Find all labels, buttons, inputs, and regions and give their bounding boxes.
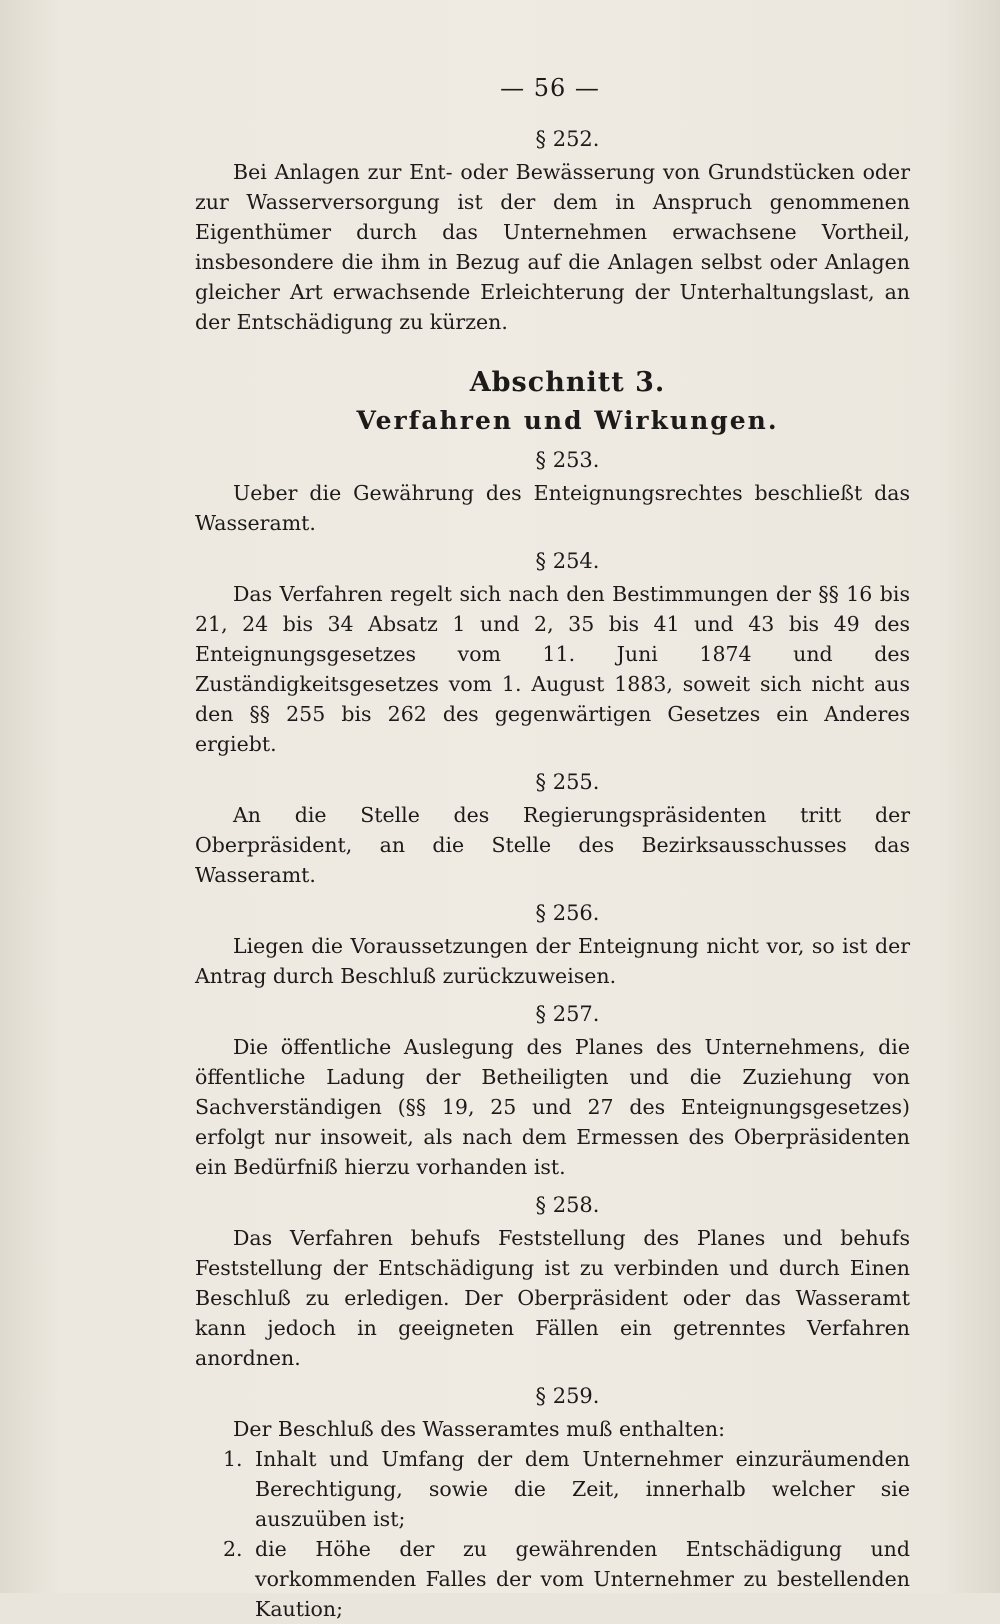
list-number: 2.	[223, 1537, 243, 1561]
list-item	[195, 1534, 910, 1624]
section-259	[195, 1381, 910, 1624]
paragraph-text: Die öffentliche Auslegung des Planes des Unternehmens, die öffentliche Ladung der Betheiligten und die Zuziehung von Sachverständigen (§§ 19, 25 und 27 des Enteignungsgesetzes) erfolgt nur insoweit, als nach dem Ermessen des Oberpräsidenten ein Bedürfniß hierzu vorhanden ist.	[195, 1035, 910, 1179]
list-item-text: die Höhe der zu gewährenden Entschädigung und vorkommenden Falles der vom Unternehmer zu bestellenden Kaution;	[255, 1537, 910, 1621]
paragraph-sign: § 253.	[535, 448, 600, 472]
section-252	[195, 124, 910, 337]
paragraph-sign: § 252.	[535, 127, 600, 151]
paragraph-text: Das Verfahren behufs Feststellung des Planes und behufs Feststellung der Entschädigung ist zu verbinden und durch Einen Beschluß zu erledigen. Der Oberpräsident oder das Wasseramt kann jedoch in geeigneten Fällen ein getrenntes Verfahren anordnen.	[195, 1226, 910, 1370]
section-254	[195, 546, 910, 759]
list-item	[195, 1444, 910, 1534]
numbered-list	[195, 1444, 910, 1624]
section-256	[195, 898, 910, 991]
paragraph-sign: § 259.	[535, 1384, 600, 1408]
paragraph-text: Bei Anlagen zur Ent- oder Bewässerung von Grundstücken oder zur Wasserversorgung ist der dem in Anspruch genommenen Eigenthümer durch das Unternehmen erwachsene Vortheil, insbesondere die ihm in Bezug auf die Anlagen selbst oder Anlagen gleicher Art erwachsende Erleichterung der Unterhaltungslast, an der Entschädigung zu kürzen.	[195, 160, 910, 334]
page-content	[195, 124, 910, 1624]
chapter-subtitle: Verfahren und Wirkungen.	[356, 406, 779, 435]
section-258	[195, 1190, 910, 1373]
section-253	[195, 445, 910, 538]
paragraph-text: Das Verfahren regelt sich nach den Bestimmungen der §§ 16 bis 21, 24 bis 34 Absatz 1 und 2, 35 bis 41 und 43 bis 49 des Enteignungsgesetzes vom 11. Juni 1874 und des Zuständigkeitsgesetzes vom 1. August 1883, soweit sich nicht aus den §§ 255 bis 262 des gegenwärtigen Gesetzes ein Anderes ergiebt.	[195, 582, 910, 756]
paragraph-sign: § 255.	[535, 770, 600, 794]
paragraph-sign: § 258.	[535, 1193, 600, 1217]
section-257	[195, 999, 910, 1182]
paragraph-sign: § 256.	[535, 901, 600, 925]
paragraph-text: Ueber die Gewährung des Enteignungsrechtes beschließt das Wasseramt.	[195, 481, 910, 535]
chapter-title: Abschnitt 3.	[469, 367, 666, 398]
paragraph-sign: § 257.	[535, 1002, 600, 1026]
paragraph-text: An die Stelle des Regierungspräsidenten tritt der Oberpräsident, an die Stelle des Bezirksausschusses das Wasseramt.	[195, 803, 910, 887]
paragraph-text: Der Beschluß des Wasseramtes muß enthalten:	[233, 1417, 725, 1441]
section-255	[195, 767, 910, 890]
list-item-text: Inhalt und Umfang der dem Unternehmer einzuräumenden Berechtigung, sowie die Zeit, innerhalb welcher sie auszuüben ist;	[255, 1447, 910, 1531]
list-number: 1.	[223, 1447, 243, 1471]
paragraph-sign: § 254.	[535, 549, 600, 573]
paragraph-text: Liegen die Voraussetzungen der Enteignung nicht vor, so ist der Antrag durch Beschluß zurückzuweisen.	[195, 934, 910, 988]
page-number: — 56 —	[500, 74, 600, 102]
